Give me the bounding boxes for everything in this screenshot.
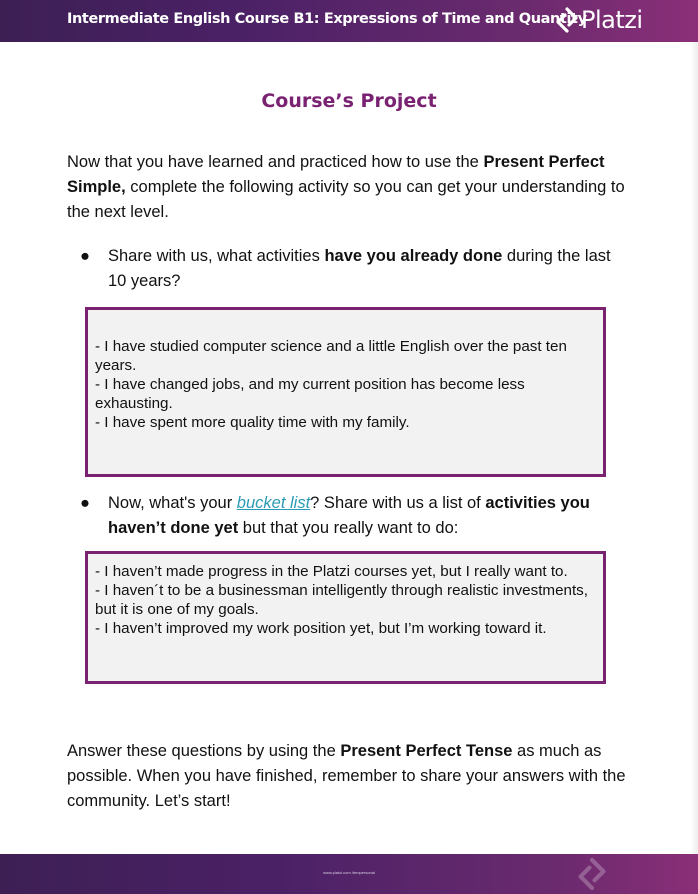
outro-text: Answer these questions by using the	[67, 742, 341, 760]
bullet2-bold: activities you haven’t done yet	[108, 494, 590, 537]
bullet1-bold: have you already done	[324, 247, 503, 265]
bullet-dot-icon: ●	[80, 494, 90, 512]
bullet2-text: Now, what's your	[108, 494, 237, 512]
page-header	[0, 0, 698, 42]
platzi-logo[interactable]	[556, 5, 643, 35]
page-footer	[0, 854, 698, 894]
bullet-dot-icon: ●	[80, 247, 90, 265]
platzi-logo-icon	[556, 7, 578, 33]
answer-box-1[interactable]	[85, 307, 606, 477]
intro-paragraph	[67, 150, 637, 225]
intro-bold: Present Perfect Simple,	[67, 153, 605, 196]
answer-line: - I have changed jobs, and my current position has become less exhausting.	[95, 376, 525, 412]
platzi-watermark-icon	[578, 854, 606, 894]
bullet1-text-end: during the last 10 years?	[108, 247, 611, 290]
page-title: Course’s Project	[261, 90, 437, 112]
answer-line: - I haven’t improved my work position yet, but I’m working toward it.	[95, 620, 547, 637]
answer-box-2[interactable]	[85, 551, 606, 684]
page-edge-shadow	[690, 42, 698, 854]
outro-paragraph	[67, 739, 637, 814]
outro-text-end: as much as possible. When you have finished, remember to share your answers with the community. Let’s start!	[67, 742, 626, 810]
answer-line: - I have studied computer science and a little English over the past ten years.	[95, 338, 567, 374]
intro-text: Now that you have learned and practiced how to use the	[67, 153, 484, 171]
answer-line: - I haven’t made progress in the Platzi courses yet, but I really want to.	[95, 563, 568, 580]
outro-bold: Present Perfect Tense	[340, 742, 513, 760]
logo-text: Platzi	[581, 6, 643, 34]
footer-url[interactable]: www.platzi.com /tempersonal	[323, 870, 375, 875]
bullet1-text: Share with us, what activities	[108, 247, 325, 265]
course-title: Intermediate English Course B1: Expressions of Time and Quantity	[67, 11, 587, 27]
answer-line: - I have spent more quality time with my family.	[95, 414, 410, 431]
bucket-list-link[interactable]: bucket list	[236, 494, 311, 512]
bullet2-text-end: but that you really want to do:	[238, 519, 459, 537]
bullet2-text-mid: ? Share with us a list of	[310, 494, 486, 512]
intro-text-end: complete the following activity so you can get your understanding to the next level.	[67, 178, 625, 221]
answer-line: - I haven´t to be a businessman intelligently through realistic investments, but it is one of my goals.	[95, 582, 589, 618]
